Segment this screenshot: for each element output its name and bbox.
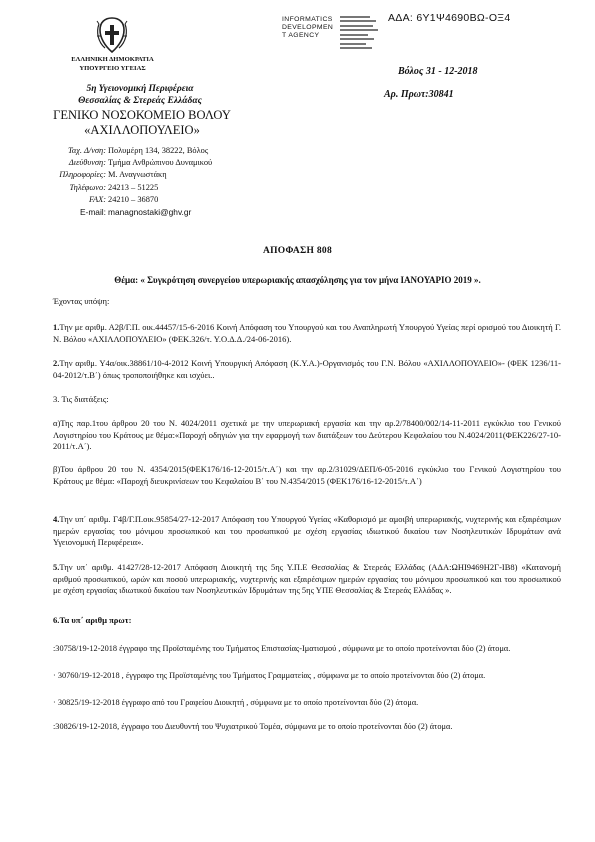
- list-item: · 30825/19-12-2018 έγγραφο από του Γραφείου Διοικητή , σύμφωνα με το οποίο προτείνονται δύο (2) άτομα.: [53, 698, 419, 707]
- hospital-name: [22, 108, 262, 138]
- contact-label: Τηλέφωνο:: [69, 182, 106, 192]
- paragraph-2: [53, 358, 561, 381]
- greek-emblem-icon: [95, 16, 129, 54]
- contact-value: 24210 – 36870: [108, 194, 159, 204]
- contact-value: Πολυμέρη 134, 38222, Βόλος: [108, 146, 209, 155]
- provisions-heading: 3. Τις διατάξεις:: [53, 394, 109, 404]
- paragraph-text: Την με αριθμ. Α2β/Γ.Π. οικ.44457/15-6-2016 Κοινή Απόφαση του Υπουργού και του Αναπληρωτή Υπουργού Υγείας περί ορισμού του Διοικητή Γ. Ν. Βόλου «ΑΧΙΛΛΟΠΟΥΛΕΙΟ» (ΦΕΚ.326/τ. Υ.Ο.Δ.Δ./24-06-2016).: [53, 322, 561, 344]
- having-regard-heading: Έχοντας υπόψη:: [53, 296, 110, 306]
- contact-label: E-mail:: [79, 206, 106, 217]
- contact-label: FAX:: [88, 194, 106, 204]
- paragraph-3a: α)Της παρ.1του άρθρου 20 του Ν. 4024/2011 σχετικά με την υπερωριακή εργασία και την αρ.2/78400/002/14-11-2011 εγκύκλιο του Γενικού Λογιστηρίου του Κράτους με θέμα:«Παροχή οδηγιών για την εφαρμογή των διατάξεων του Δεύτερου Κεφαλαίου του Ν.4024/2011(ΦΕΚ226/27-10-2011/τ.Α΄).: [53, 418, 561, 451]
- paragraph-number: 5.: [53, 562, 60, 572]
- list-item: :30758/19-12-2018 έγγραφο της Προϊσταμένης του Τμήματος Επιστασίας-Ιματισμού , σύμφωνα με το οποίο προτείνονται δύο (2) άτομα.: [53, 644, 511, 653]
- region-line: Θεσσαλίας & Στερεάς Ελλάδας: [78, 96, 202, 106]
- contact-label: Ταχ. Δ/νση:: [67, 146, 106, 155]
- contact-value: 24213 – 51225: [108, 182, 159, 192]
- ministry-line: ΕΛΛΗΝΙΚΗ ΔΗΜΟΚΡΑΤΙΑ: [71, 56, 154, 63]
- hospital-line: «ΑΧΙΛΛΟΠΟΥΛΕΙΟ»: [84, 123, 200, 137]
- agency-logo: [282, 16, 333, 40]
- paragraph-1: [53, 322, 561, 345]
- protocol-number: Αρ. Πρωτ:30841: [384, 89, 454, 100]
- paragraph-text: Την υπ΄ αριθμ. 41427/28-12-2017 Απόφαση Διοικητή της 5ης Υ.Π.Ε Θεσσαλίας & Στερεάς Ελλάδας (ΑΔΑ:ΩΗΙ9469Η2Γ-ΙΒ8) «Κατανομή αριθμού προσωπικού, ωρών και ποσού υπερωριακής, νυχτερινής και εξαιρέσιμων ημερών εργασίας του μόνιμου προσωπικού και του προσωπικού με σχέση εργασίας ιδιωτικού δικαίου των Νοσηλευτικών Ιδρυμάτων της 5ης ΥΠΕ Θεσσαλίας & Στερεάς Ελλάδας ».: [53, 562, 561, 595]
- paragraph-text: Την αριθμ. Υ4α/οικ.38861/10-4-2012 Κοινή Υπουργική Απόφαση (Κ.Υ.Α.)-Οργανισμός του Γ.Ν. Βόλου «ΑΧΙΛΛΟΠΟΥΛΕΙΟ»- (ΦΕΚ 1236/11-04-2012/τ.Β΄) όπως τροποποιήθηκε και ισχύει..: [53, 358, 561, 380]
- contact-value: managnostaki@ghv.gr: [108, 206, 192, 217]
- agency-line: INFORMATICS: [282, 16, 333, 23]
- list-item: :30826/19-12-2018, έγγραφο του Διευθυντή του Ψυχιατρικού Τομέα, σύμφωνα με το οποίο προτείνονται δύο (2) άτομα.: [53, 722, 453, 731]
- contact-label: Διεύθυνση:: [68, 158, 106, 168]
- hospital-line: ΓΕΝΙΚΟ ΝΟΣΟΚΟΜΕΙΟ ΒΟΛΟΥ: [53, 108, 231, 122]
- contact-value: Τμήμα Ανθρώπινου Δυναμικού: [108, 158, 213, 168]
- agency-logo-graphic: [340, 16, 382, 56]
- health-region: [40, 83, 240, 107]
- paragraph-text: Την υπ΄ αριθμ. Γ4β/Γ.Π.οικ.95854/27-12-2017 Απόφαση του Υπουργού Υγείας «Καθορισμό με αμοιβή υπερωριακής, νυχτερινής και εξαιρέσιμων ημερών εργασίας του μόνιμου προσωπικού και του προσωπικού με σχέση εργασίας ιδιωτικού δικαίου των Νοσηλευτικών Ιδρυμάτων ανά Υγειονομική Περιφέρεια».: [53, 514, 561, 547]
- paragraph-number: 1.: [53, 322, 60, 332]
- paragraph-5: [53, 562, 561, 597]
- paragraph-4: [53, 514, 561, 549]
- ada-code: ΑΔΑ: 6Υ1Ψ4690ΒΩ-ΟΞ4: [388, 12, 511, 24]
- region-line: 5η Υγειονομική Περιφέρεια: [86, 84, 194, 94]
- paragraph-number: 2.: [53, 358, 60, 368]
- paragraph-number: 4.: [53, 514, 60, 524]
- protocol-list-heading: 6.Τα υπ΄ αριθμ πρωτ:: [53, 615, 132, 625]
- decision-title: ΑΠΟΦΑΣΗ 808: [262, 246, 333, 256]
- ministry-header: [55, 55, 170, 73]
- contact-label: Πληροφορίες:: [59, 170, 106, 180]
- decision-subject: Θέμα: « Συγκρότηση συνεργείου υπερωριακής απασχόλησης για τον μήνα ΙΑΝΟΥΑΡΙΟ 2019 ».: [114, 275, 481, 285]
- document-date: Βόλος 31 - 12-2018: [398, 66, 478, 77]
- list-item: · 30760/19-12-2018 , έγγραφο της Προϊσταμένης του Τμήματος Γραμματείας , σύμφωνα με το οποίο προτείνονται δύο (2) άτομα.: [53, 671, 486, 680]
- agency-line: T AGENCY: [282, 32, 320, 39]
- contact-value: Μ. Αναγνωστάκη: [108, 170, 167, 180]
- agency-line: DEVELOPMEN: [282, 24, 334, 31]
- paragraph-3b: β)Του άρθρου 20 του Ν. 4354/2015(ΦΕΚ176/16-12-2015/τ.Α΄) και την αρ.2/31029/ΔΕΠ/6-05-2016 εγκύκλιο του Γενικού Λογιστηρίου του Κράτους με θέμα: «Παροχή διευκρινίσεων του Κεφαλαίου Β΄ του Ν.4354/2015 (ΦΕΚ176/16-12-2015/τ.Α΄): [53, 464, 561, 486]
- ministry-line: ΥΠΟΥΡΓΕΙΟ ΥΓΕΙΑΣ: [79, 65, 146, 72]
